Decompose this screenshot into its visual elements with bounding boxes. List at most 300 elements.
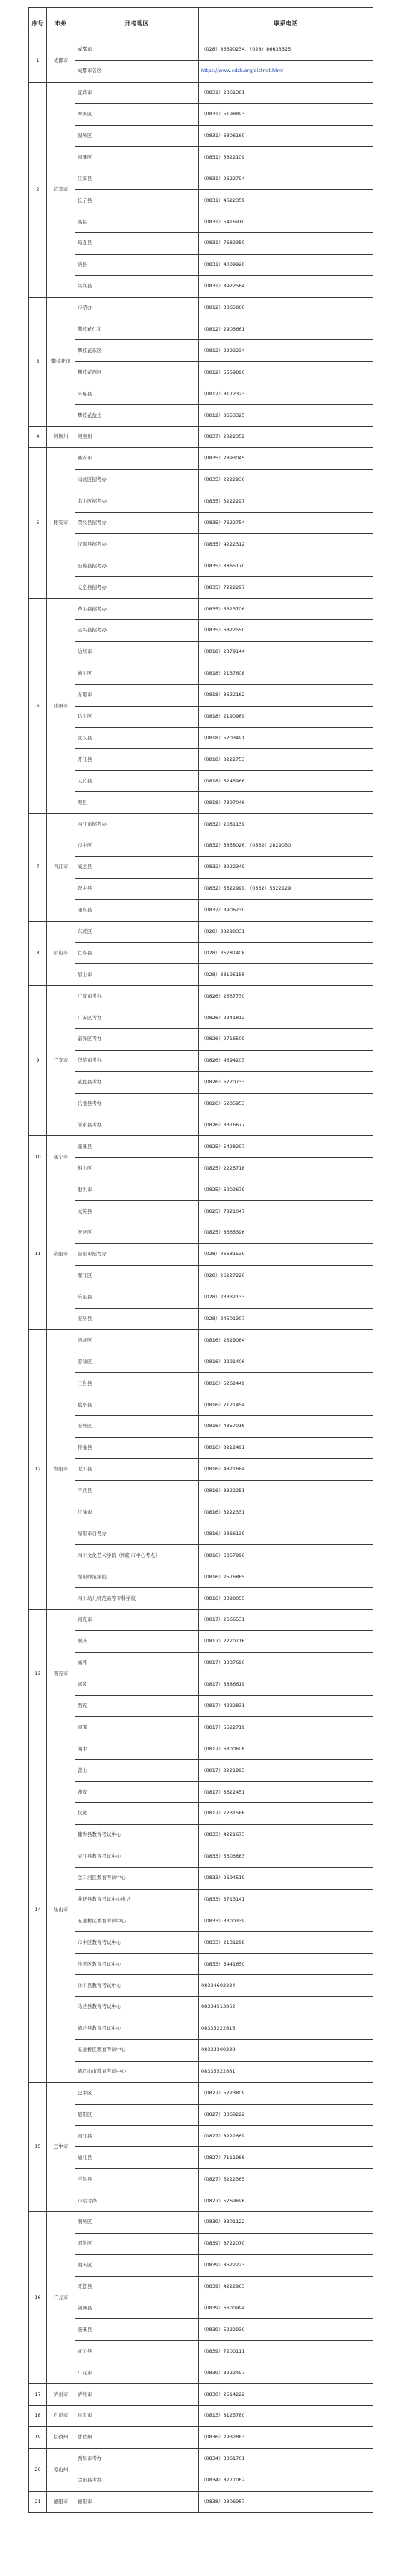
exam-area-cell: 攀枝花盐边: [75, 405, 199, 427]
exam-area-cell: 沐川县教育考试中心: [75, 1975, 199, 1997]
phone-cell: （0835）6323706: [199, 599, 373, 620]
phone-cell: （0827）7111988: [199, 2147, 373, 2169]
phone-cell: （0831）2622794: [199, 168, 373, 190]
exam-area-cell: 南溪区: [75, 147, 199, 168]
phone-cell: （0835）2893045: [199, 447, 373, 469]
table-row: [29, 1007, 373, 1029]
phone-cell: （0825）7821047: [199, 1201, 373, 1222]
exam-area-cell: 蓬安: [75, 1782, 199, 1803]
table-row: [29, 2254, 373, 2276]
table-row: [29, 964, 373, 986]
city-cell: 攀枝花市: [47, 297, 75, 426]
phone-cell: （0833）3300339: [199, 1910, 373, 1932]
phone-cell: （0834）3361761: [199, 2448, 373, 2470]
phone-cell: （0831）5416910: [199, 211, 373, 233]
exam-area-cell: 江油市: [75, 1502, 199, 1523]
phone-cell: （0837）2822352: [199, 427, 373, 448]
table-row: [29, 1093, 373, 1115]
exam-area-cell: 广元市: [75, 2362, 199, 2384]
phone-cell: （0836）2932863: [199, 2426, 373, 2448]
table-row: [29, 835, 373, 856]
table-row: [29, 1760, 373, 1782]
exam-area-cell: 绵阳市自考办: [75, 1523, 199, 1545]
exam-area-cell: 开江县: [75, 749, 199, 771]
table-row: [29, 211, 373, 233]
table-row: [29, 254, 373, 275]
table-row: [29, 1566, 373, 1588]
city-cell: 宜宾市: [47, 82, 75, 297]
exam-area-cell: 沙湾区教育考试中心: [75, 1954, 199, 1975]
exam-area-cell: 大竹县: [75, 771, 199, 792]
phone-cell: （0817）7231566: [199, 1803, 373, 1825]
phone-cell: （0839）3301122: [199, 2211, 373, 2233]
exam-area-cell: 巴中区: [75, 2082, 199, 2104]
phone-cell: （0839）8622223: [199, 2254, 373, 2276]
table-row: [29, 60, 373, 82]
phone-cell: （0818）7397046: [199, 792, 373, 814]
exam-area-cell: 宜宾市: [75, 82, 199, 103]
exam-area-cell: 翠屏区: [75, 103, 199, 125]
table-row: [29, 39, 373, 61]
serial-cell: 12: [29, 1330, 47, 1610]
phone-cell: （0816）3222331: [199, 1502, 373, 1523]
phone-cell: （0818）5203491: [199, 727, 373, 749]
table-row: [29, 792, 373, 814]
phone-cell: （0818）2137608: [199, 663, 373, 684]
table-row: [29, 577, 373, 599]
exam-area-cell: 江安县: [75, 168, 199, 190]
exam-area-cell: 成都市各区: [75, 60, 199, 82]
table-row: [29, 319, 373, 340]
header-phone: 联系电话: [199, 8, 373, 39]
phone-cell: （0826）3376677: [199, 1115, 373, 1136]
table-row: [29, 1932, 373, 1954]
exam-area-cell: 夹江县教育考试中心: [75, 1846, 199, 1867]
city-cell: 凉山州: [47, 2448, 75, 2491]
phone-cell: （0817）8622451: [199, 1782, 373, 1803]
phone-cell: （0835）3222297: [199, 491, 373, 512]
exam-area-cell: 绵阳师范学院: [75, 1566, 199, 1588]
exam-area-cell: 通川区: [75, 663, 199, 684]
phone-cell: （0839）8722070: [199, 2233, 373, 2254]
exam-area-cell: 西昌市考办: [75, 2448, 199, 2470]
city-cell: 自贡市: [47, 2405, 75, 2426]
table-row: [29, 1954, 373, 1975]
serial-cell: 20: [29, 2448, 47, 2491]
exam-area-cell: 青川县: [75, 2341, 199, 2362]
phone-cell: （0816）2329064: [199, 1330, 373, 1351]
exam-area-cell: 叙州区: [75, 125, 199, 147]
phone-cell: （028）26227220: [199, 1265, 373, 1287]
phone-cell: （028）38298331: [199, 921, 373, 943]
exam-area-cell: 市中区教育考试中心: [75, 1932, 199, 1954]
phone-cell: （028）86690234、（028）86633325: [199, 39, 373, 61]
table-row: [29, 663, 373, 684]
table-row: [29, 856, 373, 878]
table-row: [29, 2082, 373, 2104]
exam-area-cell: 通江县: [75, 2147, 199, 2169]
table-row: [29, 1824, 373, 1846]
exam-area-cell: 芦山县招考办: [75, 599, 199, 620]
city-cell: 广元市: [47, 2211, 75, 2383]
phone-cell: （0835）8865170: [199, 555, 373, 577]
serial-cell: 13: [29, 1610, 47, 1738]
exam-area-cell: 攀枝花仁和: [75, 319, 199, 340]
phone-cell: （0818）6245966: [199, 771, 373, 792]
serial-cell: 1: [29, 39, 47, 83]
exam-area-cell: 五通桥区教育考试中心: [75, 1910, 199, 1932]
exam-area-cell: 井研县教育考试中心电话: [75, 1889, 199, 1910]
phone-cell: （0818）8222753: [199, 749, 373, 771]
exam-area-cell: 高县: [75, 211, 199, 233]
phone-cell: （0831）4622359: [199, 190, 373, 211]
city-cell: 资阳市: [47, 1179, 75, 1330]
exam-area-cell: 船山区: [75, 1158, 199, 1179]
table-row: [29, 469, 373, 491]
phone-cell: （0812）2903661: [199, 319, 373, 340]
table-row: [29, 1588, 373, 1610]
table-row: [29, 1179, 373, 1201]
exam-area-cell: 渠县: [75, 792, 199, 814]
table-row: [29, 2104, 373, 2126]
phone-cell: （028）24501307: [199, 1308, 373, 1330]
exam-area-cell: 名山区招考办: [75, 491, 199, 512]
table-row: [29, 405, 373, 427]
phone-cell: （0838）2306957: [199, 2491, 373, 2513]
exam-area-cell: 内江市招考办: [75, 814, 199, 835]
phone-cell: （0831）2361361: [199, 82, 373, 103]
table-row: [29, 1071, 373, 1093]
exam-area-cell: 雅安市: [75, 447, 199, 469]
table-row: [29, 1610, 373, 1631]
city-cell: 阿坝州: [47, 427, 75, 448]
exam-area-cell: 仁寿县: [75, 943, 199, 964]
phone-cell: （0818）8622162: [199, 684, 373, 706]
phone-cell: 08334513862: [199, 1997, 373, 2018]
table-row: [29, 491, 373, 512]
phone-cell: （0826）2337730: [199, 986, 373, 1007]
table-row: [29, 814, 373, 835]
table-row: [29, 1028, 373, 1050]
phone-cell: （0831）3322109: [199, 147, 373, 168]
exam-area-cell: 市招考办: [75, 2190, 199, 2212]
table-row: [29, 878, 373, 899]
phone-cell: （0833）2131298: [199, 1932, 373, 1954]
table-row: [29, 1630, 373, 1652]
district-link[interactable]: https://www.cdzk.org/district.html: [201, 68, 283, 74]
phone-cell: （0839）3222497: [199, 2362, 373, 2384]
city-cell: 巴中市: [47, 2082, 75, 2211]
table-row: [29, 986, 373, 1007]
exam-area-cell: 达川区: [75, 706, 199, 727]
phone-cell: （0833）5603683: [199, 1846, 373, 1867]
serial-cell: 10: [29, 1136, 47, 1179]
exam-area-cell: 达州市: [75, 641, 199, 663]
phone-cell: （0839）7200111: [199, 2341, 373, 2362]
serial-cell: 21: [29, 2491, 47, 2513]
exam-area-cell: 嘉陵: [75, 1674, 199, 1695]
phone-cell: （028）38195158: [199, 964, 373, 986]
table-row: [29, 2298, 373, 2319]
serial-cell: 17: [29, 2384, 47, 2406]
table-row: [29, 103, 373, 125]
exam-area-cell: 德阳市: [75, 2491, 199, 2513]
city-cell: 南充市: [47, 1610, 75, 1738]
table-row: [29, 1136, 373, 1158]
table-row: [29, 943, 373, 964]
phone-cell: （0817）8221993: [199, 1760, 373, 1782]
exam-area-cell: 宣汉县: [75, 727, 199, 749]
exam-area-cell: 西充: [75, 1695, 199, 1717]
city-cell: 德阳市: [47, 2491, 75, 2513]
serial-cell: 19: [29, 2426, 47, 2448]
exam-area-cell: 峨眉山市教育考试中心: [75, 2061, 199, 2082]
header-serial: 序号: [29, 8, 47, 39]
exam-area-cell: 广安区考办: [75, 1007, 199, 1029]
serial-cell: 2: [29, 82, 47, 297]
table-row: [29, 1158, 373, 1179]
exam-area-cell: 隆昌县: [75, 899, 199, 921]
city-cell: 绵阳市: [47, 1330, 75, 1610]
table-row: [29, 921, 373, 943]
phone-cell: （0826）6220733: [199, 1071, 373, 1093]
table-row: [29, 190, 373, 211]
city-cell: 泸州市: [47, 2384, 75, 2406]
table-row: [29, 2448, 373, 2470]
table-row: [29, 1416, 373, 1438]
table-row: [29, 1502, 373, 1523]
phone-cell: （028）23332133: [199, 1287, 373, 1308]
phone-cell: （0816）4357016: [199, 1416, 373, 1438]
exam-area-cell: 南充市: [75, 1610, 199, 1631]
exam-area-cell: 眉山市: [75, 964, 199, 986]
phone-cell: （0825）6902679: [199, 1179, 373, 1201]
serial-cell: 18: [29, 2405, 47, 2426]
exam-area-cell: 兴文县: [75, 275, 199, 297]
phone-cell: （0827）6222365: [199, 2169, 373, 2190]
exam-area-cell: 天全县招考办: [75, 577, 199, 599]
phone-cell: （0835）7222297: [199, 577, 373, 599]
table-row: [29, 2169, 373, 2190]
header-city: 市州: [47, 8, 75, 39]
table-row: [29, 1523, 373, 1545]
table-row: [29, 1997, 373, 2018]
table-row: [29, 1545, 373, 1566]
exam-area-cell: 南江县: [75, 2126, 199, 2147]
table-row: [29, 2491, 373, 2513]
exam-area-cell: 安州区: [75, 1416, 199, 1438]
exam-area-cell: 安岳县: [75, 1308, 199, 1330]
serial-cell: 6: [29, 599, 47, 814]
table-row: [29, 427, 373, 448]
phone-cell: （0832）2051139: [199, 814, 373, 835]
phone-cell: （0816）8212491: [199, 1437, 373, 1458]
exam-area-cell: 泸州市: [75, 2384, 199, 2406]
table-row: [29, 2405, 373, 2426]
phone-cell: （0827）3368222: [199, 2104, 373, 2126]
table-row: [29, 147, 373, 168]
exam-area-cell: 万源市: [75, 684, 199, 706]
exam-area-cell: 自贡市: [75, 2405, 199, 2426]
phone-cell: 08335222616: [199, 2018, 373, 2039]
phone-cell: （0839）6600994: [199, 2298, 373, 2319]
exam-area-cell: 攀枝花西区: [75, 362, 199, 383]
phone-cell: （0839）5222930: [199, 2319, 373, 2341]
serial-cell: 15: [29, 2082, 47, 2211]
table-row: [29, 1889, 373, 1910]
table-row: [29, 2126, 373, 2147]
phone-cell: （0831）6306160: [199, 125, 373, 147]
table-row: [29, 1652, 373, 1674]
serial-cell: 9: [29, 986, 47, 1136]
table-row: [29, 1115, 373, 1136]
exam-area-cell: 岳池县考办: [75, 1093, 199, 1115]
table-row: [29, 1975, 373, 1997]
exam-area-cell: 游仙区: [75, 1351, 199, 1373]
table-row: [29, 383, 373, 405]
phone-cell: （0831）5198893: [199, 103, 373, 125]
exam-area-cell: 攀枝花东区: [75, 340, 199, 362]
exam-area-cell: 峨边县教育考试中心: [75, 2018, 199, 2039]
phone-cell: （0830）2514222: [199, 2384, 373, 2406]
phone-cell: （0817）5522719: [199, 1717, 373, 1738]
phone-cell: （0835）7622754: [199, 512, 373, 534]
phone-cell: （0817）3886619: [199, 1674, 373, 1695]
serial-cell: 11: [29, 1179, 47, 1330]
table-row: [29, 233, 373, 255]
exam-area-cell: 涪城区: [75, 1330, 199, 1351]
table-row: [29, 512, 373, 534]
table-row: [29, 1308, 373, 1330]
city-cell: 乐山市: [47, 1738, 75, 2082]
phone-cell: （0817）6300608: [199, 1738, 373, 1760]
phone-cell: 08333300339: [199, 2039, 373, 2061]
table-row: [29, 1480, 373, 1502]
exam-area-cell: 阿坝州: [75, 427, 199, 448]
table-row: [29, 1330, 373, 1351]
phone-cell: （0826）2241813: [199, 1007, 373, 1029]
phone-cell: （0812）2292234: [199, 340, 373, 362]
exam-area-cell: 广安市考办: [75, 986, 199, 1007]
exam-area-cell: 旺苍县: [75, 2276, 199, 2298]
phone-cell: 08335522881: [199, 2061, 373, 2082]
exam-area-cell: 东坡区: [75, 921, 199, 943]
table-row: [29, 641, 373, 663]
exam-area-cell: 市中区: [75, 835, 199, 856]
contact-table-container: [28, 7, 373, 2513]
phone-cell: （0832）3906230: [199, 899, 373, 921]
table-row: [29, 1222, 373, 1243]
exam-area-cell: 雨城区招考办: [75, 469, 199, 491]
exam-area-cell: 资阳市招考办: [75, 1243, 199, 1265]
header-exam-area: 开考地区: [75, 8, 199, 39]
table-row: [29, 534, 373, 555]
phone-cell: （0832）8222349: [199, 856, 373, 878]
city-cell: 广安市: [47, 986, 75, 1136]
serial-cell: 3: [29, 297, 47, 426]
phone-cell: （0833）3713141: [199, 1889, 373, 1910]
city-cell: 达州市: [47, 599, 75, 814]
exam-area-cell: 高坪: [75, 1652, 199, 1674]
exam-area-cell: 射洪市: [75, 1179, 199, 1201]
exam-area-cell: 宝兴县招考办: [75, 620, 199, 642]
exam-area-cell: 甘孜州: [75, 2426, 199, 2448]
phone-cell: （0816）4821684: [199, 1458, 373, 1480]
exam-contact-table: [28, 7, 373, 2513]
city-cell: 眉山市: [47, 921, 75, 986]
phone-cell: （0826）2716509: [199, 1028, 373, 1050]
table-row: [29, 2190, 373, 2212]
phone-cell: （0826）5235953: [199, 1093, 373, 1115]
exam-area-cell: 北川县: [75, 1458, 199, 1480]
city-cell: 雅安市: [47, 447, 75, 598]
table-row: [29, 1846, 373, 1867]
table-row: [29, 1867, 373, 1889]
table-row: [29, 1437, 373, 1458]
table-row: [29, 1287, 373, 1308]
phone-cell: （0816）3398055: [199, 1588, 373, 1610]
exam-area-cell: 利州区: [75, 2211, 199, 2233]
table-row: [29, 727, 373, 749]
table-row: [29, 1738, 373, 1760]
table-row: [29, 2018, 373, 2039]
phone-cell: （0839）4222963: [199, 2276, 373, 2298]
phone-cell: （0831）7682350: [199, 233, 373, 255]
exam-area-cell: 三台县: [75, 1373, 199, 1394]
phone-cell: （0816）5262449: [199, 1373, 373, 1394]
table-row: [29, 1674, 373, 1695]
exam-area-cell: 珙县: [75, 254, 199, 275]
exam-area-cell: 金阳县考办: [75, 2470, 199, 2491]
table-row: [29, 599, 373, 620]
phone-cell: （0818）2379144: [199, 641, 373, 663]
exam-area-cell: 蓬溪县: [75, 1136, 199, 1158]
phone-cell: （0812）5559890: [199, 362, 373, 383]
phone-cell: （0833）3441650: [199, 1954, 373, 1975]
phone-cell: （0833）2694519: [199, 1867, 373, 1889]
table-row: [29, 2061, 373, 2082]
table-row: [29, 1458, 373, 1480]
table-row: [29, 1050, 373, 1071]
phone-cell: （0816）2576865: [199, 1566, 373, 1588]
phone-cell: （0817）4222831: [199, 1695, 373, 1717]
phone-cell: （028）26631539: [199, 1243, 373, 1265]
table-row: [29, 340, 373, 362]
exam-area-cell: 雁江区: [75, 1265, 199, 1287]
phone-cell: （0835）4222312: [199, 534, 373, 555]
exam-area-cell: 米易县: [75, 383, 199, 405]
phone-cell: （0816）8822251: [199, 1480, 373, 1502]
exam-area-cell: 四川文化艺术学院（绵阳市中心考点）: [75, 1545, 199, 1566]
exam-area-cell: 市招办: [75, 297, 199, 319]
table-row: [29, 749, 373, 771]
table-row: [29, 555, 373, 577]
table-row: [29, 1243, 373, 1265]
serial-cell: 14: [29, 1738, 47, 2082]
phone-cell: （028）36281408: [199, 943, 373, 964]
exam-area-cell: 营山: [75, 1760, 199, 1782]
exam-area-cell: 华蓥市考办: [75, 1050, 199, 1071]
city-cell: 成都市: [47, 39, 75, 83]
phone-cell: （0832）5522999、（0832）5522129: [199, 878, 373, 899]
exam-area-cell: 荥经县招考办: [75, 512, 199, 534]
phone-cell: 08334602234: [199, 1975, 373, 1997]
table-row: [29, 706, 373, 727]
phone-cell: （0816）6357996: [199, 1545, 373, 1566]
table-row: [29, 899, 373, 921]
exam-area-cell: 大英县: [75, 1201, 199, 1222]
phone-cell: （0827）5223809: [199, 2082, 373, 2104]
